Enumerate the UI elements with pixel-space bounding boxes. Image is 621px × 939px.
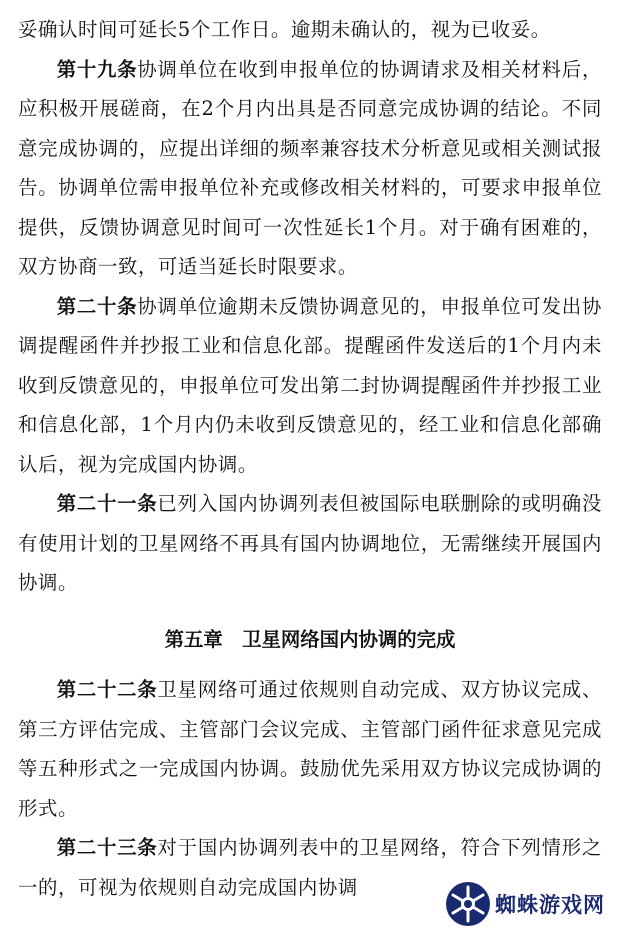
article-19 xyxy=(18,50,602,287)
article-text: 协调单位在收到申报单位的协调请求及相关材料后，应积极开展磋商，在2个月内出具是否同意完成协调的结论。不同意完成协调的，应提出详细的频率兼容技术分析意见或相关测试报告。协调单位需申报单位补充或修改相关材料的，可要求申报单位提供，反馈协调意见时间可一次性延长1个月。对于确有困难的，双方协商一致，可适当延长时限要求。 xyxy=(18,57,602,278)
article-number: 第二十三条 xyxy=(56,836,158,859)
article-21 xyxy=(18,484,602,603)
article-22 xyxy=(18,670,602,828)
article-text: 对于国内协调列表中的卫星网络，符合下列情形之一的，可视为依规则自动完成国内协调 xyxy=(18,836,603,899)
document-body xyxy=(18,10,602,907)
article-number: 第十九条 xyxy=(56,57,138,81)
article-20 xyxy=(18,287,602,485)
article-text: 卫星网络可通过依规则自动完成、双方协议完成、第三方评估完成、主管部门会议完成、主管部门函件征求意见完成等五种形式之一完成国内协调。鼓励优先采用双方协议完成协调的形式。 xyxy=(18,678,603,820)
article-number: 第二十一条 xyxy=(56,492,158,515)
article-text: 协调单位逾期未反馈协调意见的，申报单位可发出协调提醒函件并抄报工业和信息化部。提醒函件发送后的1个月内未收到反馈意见的，申报单位可发出第二封协调提醒函件并抄报工业和信息化部，1个月内仍未收到反馈意见的，经工业和信息化部确认后，视为完成国内协调。 xyxy=(18,294,602,476)
spider-logo-icon xyxy=(445,881,491,927)
watermark-text: 蜘蛛游戏网 xyxy=(495,893,605,917)
intro-paragraph: 妥确认时间可延长5个工作日。逾期未确认的，视为已收妥。 xyxy=(18,18,551,41)
chapter-heading: 第五章 卫星网络国内协调的完成 xyxy=(164,627,456,651)
article-number: 第二十二条 xyxy=(56,678,158,701)
article-text: 已列入国内协调列表但被国际电联删除的或明确没有使用计划的卫星网络不再具有国内协调地位，无需继续开展国内协调。 xyxy=(18,492,603,594)
site-watermark xyxy=(443,879,609,929)
article-number: 第二十条 xyxy=(56,294,138,318)
